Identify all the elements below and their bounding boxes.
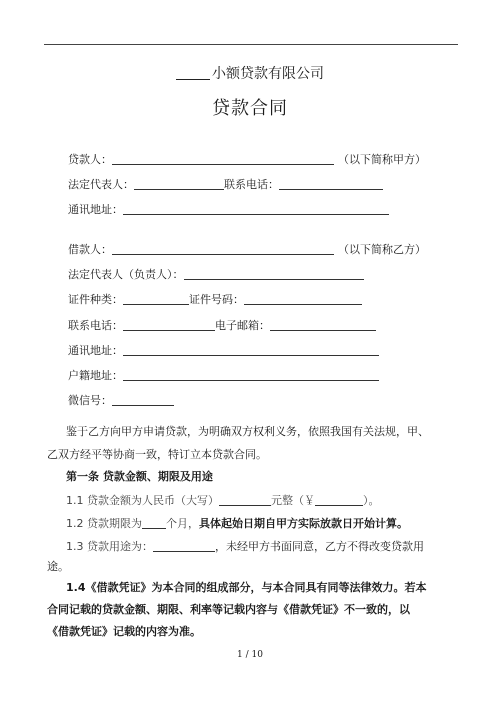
borrower-phone-label: 联系电话：: [68, 319, 123, 332]
amount-figures-blank[interactable]: [315, 493, 363, 506]
wechat-blank[interactable]: [112, 393, 174, 406]
borrower-note: （以下简称乙方）: [338, 243, 426, 256]
preamble-line-1: 鉴于乙方向甲方申请贷款，为明确双方权利义务，依照我国有关法规，甲、: [66, 425, 429, 438]
household-address-row: [68, 368, 379, 384]
clause-1-2-text-a: 1.2 贷款期限为: [66, 517, 142, 530]
article-1-heading: 第一条 贷款金额、期限及用途: [66, 470, 213, 483]
email-blank[interactable]: [270, 318, 376, 331]
lender-rep-blank[interactable]: [134, 177, 224, 190]
email-label: 电子邮箱：: [215, 319, 270, 332]
amount-words-blank[interactable]: [219, 493, 271, 506]
clause-1-4-line-2: 合同记载的贷款金额、期限、利率等记载内容与《借款凭证》不一致的，以: [47, 603, 410, 616]
clause-1-4-line-3: 《借款凭证》记载的内容为准。: [47, 625, 201, 638]
lender-label: 贷款人：: [68, 153, 112, 166]
lender-rep-label: 法定代表人：: [68, 178, 134, 191]
page-number: 1 / 10: [237, 650, 263, 660]
lender-address-blank[interactable]: [123, 202, 389, 215]
lender-address-row: [68, 202, 389, 218]
company-name: [0, 63, 500, 83]
wechat-row: [68, 393, 174, 409]
header-rule: [44, 44, 458, 45]
id-type-blank[interactable]: [123, 292, 189, 305]
company-name-text: 小额贷款有限公司: [212, 66, 324, 82]
borrower-blank[interactable]: [112, 242, 334, 255]
clause-1-3-cont: 途。: [47, 560, 69, 573]
clause-1-1-text-b: 元整（￥: [271, 494, 315, 507]
clause-1-1: [66, 493, 380, 509]
borrower-id-row: [68, 292, 362, 308]
borrower-phone-blank[interactable]: [123, 318, 215, 331]
document-title: 贷款合同: [212, 98, 288, 119]
clause-1-3-text-a: 1.3 贷款用途为：: [66, 540, 153, 553]
borrower-contact-row: [68, 318, 376, 334]
borrower-rep-row: [68, 267, 364, 283]
clause-1-2-text-b: 个月，: [166, 517, 199, 530]
lender-rep-row: [68, 177, 383, 193]
borrower-rep-blank[interactable]: [184, 267, 364, 280]
household-address-label: 户籍地址：: [68, 369, 123, 382]
clause-1-1-text-c: ）。: [363, 494, 380, 507]
lender-note: （以下简称甲方）: [338, 153, 426, 166]
lender-phone-label: 联系电话：: [224, 178, 279, 191]
lender-blank[interactable]: [112, 152, 334, 165]
borrower-address-blank[interactable]: [123, 343, 379, 356]
household-address-blank[interactable]: [123, 368, 379, 381]
borrower-row: [68, 242, 426, 258]
borrower-address-label: 通讯地址：: [68, 344, 123, 357]
clause-1-2-text-c: 具体起始日期自甲方实际放款日开始计算。: [199, 517, 408, 530]
clause-1-1-text-a: 1.1 贷款金额为人民币（大写）: [66, 494, 219, 507]
id-number-label: 证件号码：: [189, 293, 244, 306]
lender-address-label: 通讯地址：: [68, 203, 123, 216]
borrower-label: 借款人：: [68, 243, 112, 256]
wechat-label: 微信号：: [68, 394, 112, 407]
borrower-address-row: [68, 343, 379, 359]
clause-1-4-line-1: 1.4《借款凭证》为本合同的组成部分，与本合同具有同等法律效力。若本: [66, 581, 427, 594]
preamble-line-2: 乙双方经平等协商一致，特订立本贷款合同。: [47, 448, 267, 461]
id-number-blank[interactable]: [244, 292, 362, 305]
lender-phone-blank[interactable]: [279, 177, 383, 190]
term-months-blank[interactable]: [142, 516, 166, 529]
clause-1-2: [66, 516, 408, 532]
borrower-rep-label: 法定代表人（负责人）：: [68, 268, 184, 281]
clause-1-3: [66, 539, 424, 555]
company-name-blank: [176, 65, 210, 80]
loan-purpose-blank[interactable]: [153, 539, 215, 552]
id-type-label: 证件种类：: [68, 293, 123, 306]
clause-1-3-text-b: ，未经甲方书面同意，乙方不得改变贷款用: [215, 540, 424, 553]
lender-row: [68, 152, 426, 168]
